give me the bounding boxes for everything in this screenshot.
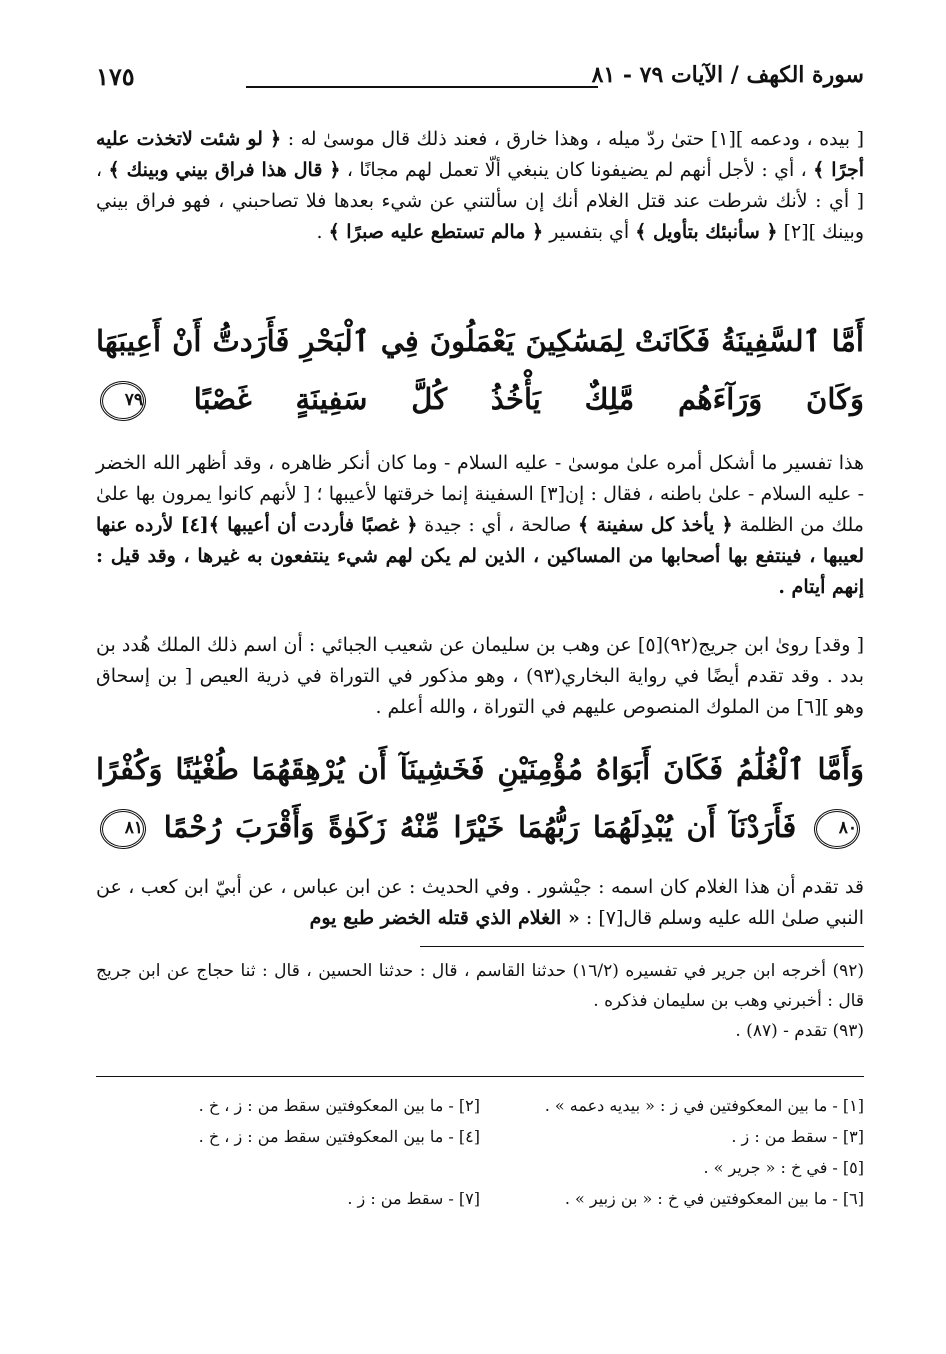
verse-text: فَأَرَدْنَآ أَن يُبْدِلَهُمَا رَبُّهُمَا خَيْرًا مِّنْهُ زَكَوٰةً وَأَقْرَبَ رُحْمًا (163, 810, 797, 844)
commentary-text: أي بتفسير (549, 221, 630, 243)
header-rule (246, 86, 598, 88)
running-title: سورة الكهف / الآيات ٧٩ - ٨١ (591, 62, 864, 88)
verse-text: أَمَّا ٱلسَّفِينَةُ فَكَانَتْ لِمَسَٰكِينَ يَعْمَلُونَ فِي ٱلْبَحْرِ فَأَرَدتُّ أَنْ أَعِيبَهَا وَكَانَ وَرَآءَهُم مَّلِكٌ يَأْخُذُ كُلَّ سَفِينَةٍ غَصْبًا (96, 324, 864, 416)
verses-80-81 (96, 740, 864, 856)
variant-row (96, 1090, 864, 1121)
quoted-verse: ﴿ لو شئت لاتخذت عليه أجرًا ﴾ (96, 128, 864, 181)
variant-note: [٦] - ما بين المعكوفتين في خ : « بن زبير » . (564, 1189, 864, 1208)
quoted-verse: ﴿ قال هذا فراق بيني وبينك ﴾ (108, 159, 341, 181)
commentary-text: ، أي : لأجل أنهم لم يضيفونا كان ينبغي ألّا تعمل لهم مجانًا ، (346, 159, 807, 181)
commentary-paragraph-2 (96, 448, 864, 603)
commentary-text: [ بيده ، ودعمه ][١] حتىٰ ردّ ميله ، وهذا خارق ، فعند ذلك قال موسىٰ له : (287, 128, 864, 150)
ayah-number-mark: ٧٩ (100, 381, 146, 421)
variant-note: [١] - ما بين المعكوفتين في ز : « بيديه دعمه » . (544, 1096, 864, 1115)
variant-note (96, 1152, 480, 1183)
variant-note: [٤] - ما بين المعكوفتين سقط من : ز ، خ . (198, 1127, 480, 1146)
commentary-text: [ وقد] روىٰ ابن جريج(٩٢)[٥] عن وهب بن سليمان عن شعيب الجبائي : أن اسم ذلك الملك هُدد بن بدد . وقد تقدم أيضًا في رواية البخاري(٩٣) ، وهو مذكور في التوراة في ذرية العيص [ بن إسحاق وهو ][٦] من الملوك المنصوص عليهم في التوراة ، والله أعلم . (96, 634, 864, 718)
verse-79 (96, 312, 864, 428)
ayah-number-mark: ٨١ (100, 809, 146, 849)
quoted-verse: ﴿ مالم تستطع عليه صبرًا ﴾ (328, 221, 544, 243)
variant-note: [٣] - سقط من : ز . (731, 1127, 864, 1146)
variant-row (96, 1121, 864, 1152)
commentary-text: ، [ أي : لأنك شرطت عند قتل الغلام أنك إن سألتني عن شيء بعدها فلا تصاحبني ، فهو فراق بيني وبينك ][٢] (96, 159, 864, 243)
commentary-text: قد تقدم أن هذا الغلام كان اسمه : جيْشور . وفي الحديث : عن ابن عباس ، عن أبيّ ابن كعب ، عن النبي صلىٰ الله عليه وسلم قال[٧] : (96, 876, 864, 929)
variants-rule (96, 1076, 864, 1077)
variant-note: [٢] - ما بين المعكوفتين سقط من : ز ، خ . (198, 1096, 480, 1115)
footnote-rule (420, 946, 864, 947)
variant-notes (96, 1090, 864, 1214)
variant-row (96, 1183, 864, 1214)
page-header (96, 62, 864, 96)
page-number: ١٧٥ (96, 62, 135, 91)
commentary-paragraph-4 (96, 872, 864, 934)
variant-note: [٧] - سقط من : ز . (347, 1189, 480, 1208)
verse-text: وَأَمَّا ٱلْغُلَٰمُ فَكَانَ أَبَوَاهُ مُؤْمِنَيْنِ فَخَشِينَآ أَن يُرْهِقَهُمَا طُغْيَٰنًا وَكُفْرًا (96, 752, 864, 786)
variant-row (96, 1152, 864, 1183)
quoted-verse: ﴿ غصبًا فأردت أن أعيبها ﴾[٤] لأرده عنها لعيبها ، فينتفع بها أصحابها من المساكين ، الذين لم يكن لهم شيء ينتفعون به غيرها ، وقد قيل : إنهم أيتام . (96, 514, 864, 598)
ayah-number-mark: ٨٠ (814, 809, 860, 849)
footnotes (96, 956, 864, 1046)
commentary-text: . (316, 221, 323, 243)
quoted-hadith: « الغلام الذي قتله الخضر طبع يوم (309, 907, 580, 929)
commentary-text: هذا تفسير ما أشكل أمره علىٰ موسىٰ - عليه السلام - وما كان أنكر ظاهره ، وقد أظهر الله الخضر - عليه السلام - علىٰ باطنه ، فقال : إن[٣] السفينة إنما خرقتها لأعيبها ؛ [ لأنهم كانوا يمرون بها علىٰ ملك من الظلمة (96, 452, 864, 536)
quoted-verse: ﴿ سأنبئك بتأويل ﴾ (635, 221, 778, 243)
commentary-text: صالحة ، أي : جيدة (424, 514, 572, 536)
footnote-92: (٩٢) أخرجه ابن جرير في تفسيره (١٦/٢) حدثنا القاسم ، قال : حدثنا الحسين ، قال : ثنا حجاج عن ابن جريج قال : أخبرني وهب بن سليمان فذكره . (96, 961, 865, 1011)
variant-note: [٥] - في خ : « جرير » . (703, 1158, 864, 1177)
quoted-verse: ﴿ يأخذ كل سفينة ﴾ (577, 514, 733, 536)
footnote-93: (٩٣) تقدم - (٨٧) . (735, 1021, 864, 1041)
commentary-paragraph-3 (96, 630, 864, 723)
commentary-paragraph-1 (96, 124, 864, 248)
